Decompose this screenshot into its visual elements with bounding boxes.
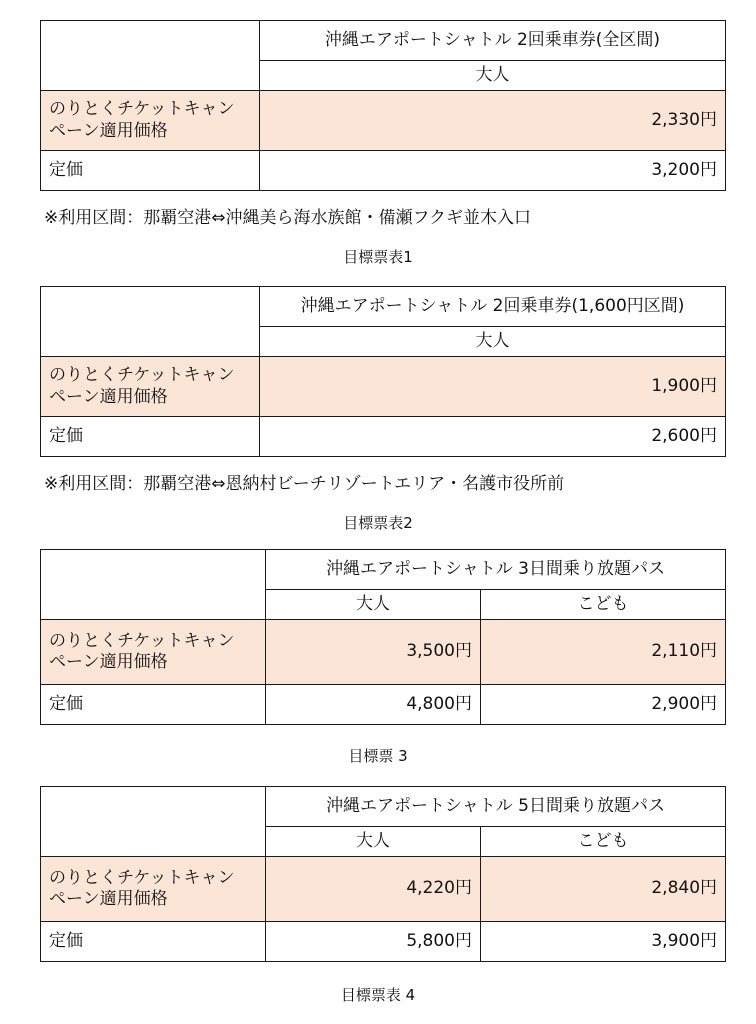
campaign-price-label-line2: ペーン適用価格 [49, 386, 168, 407]
campaign-price-adult: 2,330円 [260, 91, 726, 151]
regular-price-adult: 4,800円 [266, 685, 481, 725]
table-caption: 目標票表2 [343, 514, 413, 532]
table-caption: 目標票 3 [348, 747, 408, 765]
campaign-price-adult: 3,500円 [266, 620, 481, 685]
table-title: 沖縄エアポートシャトル 2回乗車券(全区間) [260, 21, 726, 61]
campaign-price-label-line2: ペーン適用価格 [49, 889, 168, 909]
campaign-price-label [41, 857, 266, 922]
table-corner-cell [41, 287, 260, 357]
regular-price-adult: 2,600円 [260, 417, 726, 457]
regular-price-child: 2,900円 [481, 685, 726, 725]
regular-price-label: 定価 [41, 151, 260, 191]
campaign-price-child: 2,840円 [481, 857, 726, 922]
column-header-adult: 大人 [260, 61, 726, 91]
regular-price-label: 定価 [41, 922, 266, 962]
campaign-price-child: 2,110円 [481, 620, 726, 685]
regular-price-adult: 5,800円 [266, 922, 481, 962]
campaign-price-adult: 1,900円 [260, 357, 726, 417]
campaign-price-label-line1: のりとくチケットキャン [49, 99, 235, 120]
table-title: 沖縄エアポートシャトル 3日間乗り放題パス [266, 550, 726, 590]
table-caption: 目標票表 4 [340, 986, 416, 1004]
fare-table-4 [40, 786, 726, 962]
campaign-price-label-line1: のりとくチケットキャン [49, 867, 235, 888]
fare-table-2 [40, 286, 726, 457]
campaign-price-label-line2: ペーン適用価格 [49, 652, 168, 672]
campaign-price-label [41, 91, 260, 151]
regular-price-child: 3,900円 [481, 922, 726, 962]
campaign-price-label-line2: ペーン適用価格 [49, 120, 168, 141]
campaign-price-label [41, 357, 260, 417]
table-corner-cell [41, 787, 266, 857]
regular-price-label: 定価 [41, 685, 266, 725]
table-corner-cell [41, 550, 266, 620]
usage-section-note: ※利用区間：那覇空港⇔沖縄美ら海水族館・備瀬フクギ並木入口 [44, 208, 531, 228]
table-title: 沖縄エアポートシャトル 2回乗車券(1,600円区間) [260, 287, 726, 327]
fare-table-1 [40, 20, 726, 191]
column-header-adult: 大人 [260, 327, 726, 357]
campaign-price-adult: 4,220円 [266, 857, 481, 922]
column-header-adult: 大人 [266, 590, 481, 620]
column-header-adult: 大人 [266, 827, 481, 857]
campaign-price-label [41, 620, 266, 685]
fare-table-3 [40, 549, 726, 725]
campaign-price-label-line1: のりとくチケットキャン [49, 630, 235, 651]
usage-section-note: ※利用区間：那覇空港⇔恩納村ビーチリゾートエリア・名護市役所前 [44, 474, 565, 494]
table-caption: 目標票表1 [343, 248, 413, 266]
column-header-child: こども [481, 827, 726, 857]
regular-price-adult: 3,200円 [260, 151, 726, 191]
regular-price-label: 定価 [41, 417, 260, 457]
table-title: 沖縄エアポートシャトル 5日間乗り放題パス [266, 787, 726, 827]
campaign-price-label-line1: のりとくチケットキャン [49, 365, 235, 386]
table-corner-cell [41, 21, 260, 91]
column-header-child: こども [481, 590, 726, 620]
